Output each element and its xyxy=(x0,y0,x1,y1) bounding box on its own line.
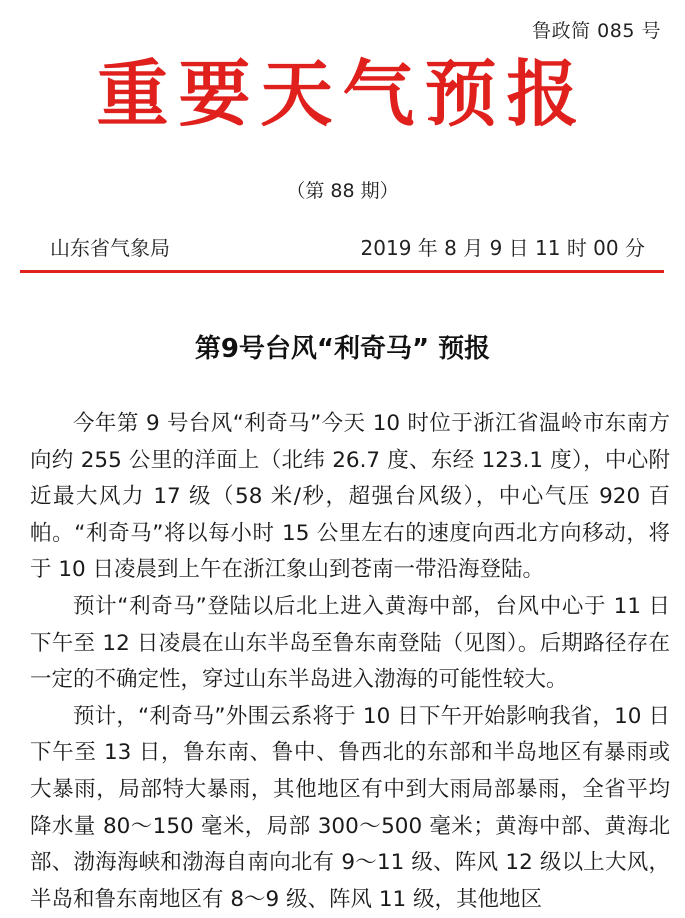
masthead-title: 重要天气预报 xyxy=(96,51,589,136)
issuing-agency: 山东省气象局 xyxy=(50,236,170,260)
article-title: 第9号台风“利奇马” 预报 xyxy=(194,334,491,364)
issue-timestamp: 2019 年 8 月 9 日 11 时 00 分 xyxy=(360,236,645,260)
issue-number: （第 88 期） xyxy=(286,180,399,202)
paragraph: 预计，“利奇马”外围云系将于 10 日下午开始影响我省，10 日下午至 13 日，鲁东南、鲁中、鲁西北的东部和半岛地区有暴雨或大暴雨，局部特大暴雨，其他地区有中到大雨局部暴雨，全省平均降水量 80～150 毫米，局部 300～500 毫米；黄海中部、黄海北部、渤海海峡和渤海自南向北有 9～11 级、阵风 12 级以上大风，半岛和鲁东南地区有 8～9 级、阵风 11 级，其他地区 xyxy=(30,703,670,912)
document-number: 鲁政简 085 号 xyxy=(532,20,661,42)
red-divider xyxy=(20,270,664,273)
paragraph: 预计“利奇马”登陆以后北上进入黄海中部，台风中心于 11 日下午至 12 日凌晨在山东半岛至鲁东南登陆（见图）。后期路径存在一定的不确定性，穿过山东半岛进入渤海的可能性较大。 xyxy=(30,593,670,693)
paragraph: 今年第 9 号台风“利奇马”今天 10 时位于浙江省温岭市东南方向约 255 公里的洋面上（北纬 26.7 度、东经 123.1 度），中心附近最大风力 17 级（58 米/秒，超强台风级），中心气压 920 百帕。“利奇马”将以每小时 15 公里左右的速度向西北方向移动，将于 10 日凌晨到上午在浙江象山到苍南一带沿海登陆。 xyxy=(30,411,670,583)
article-body xyxy=(30,406,670,918)
